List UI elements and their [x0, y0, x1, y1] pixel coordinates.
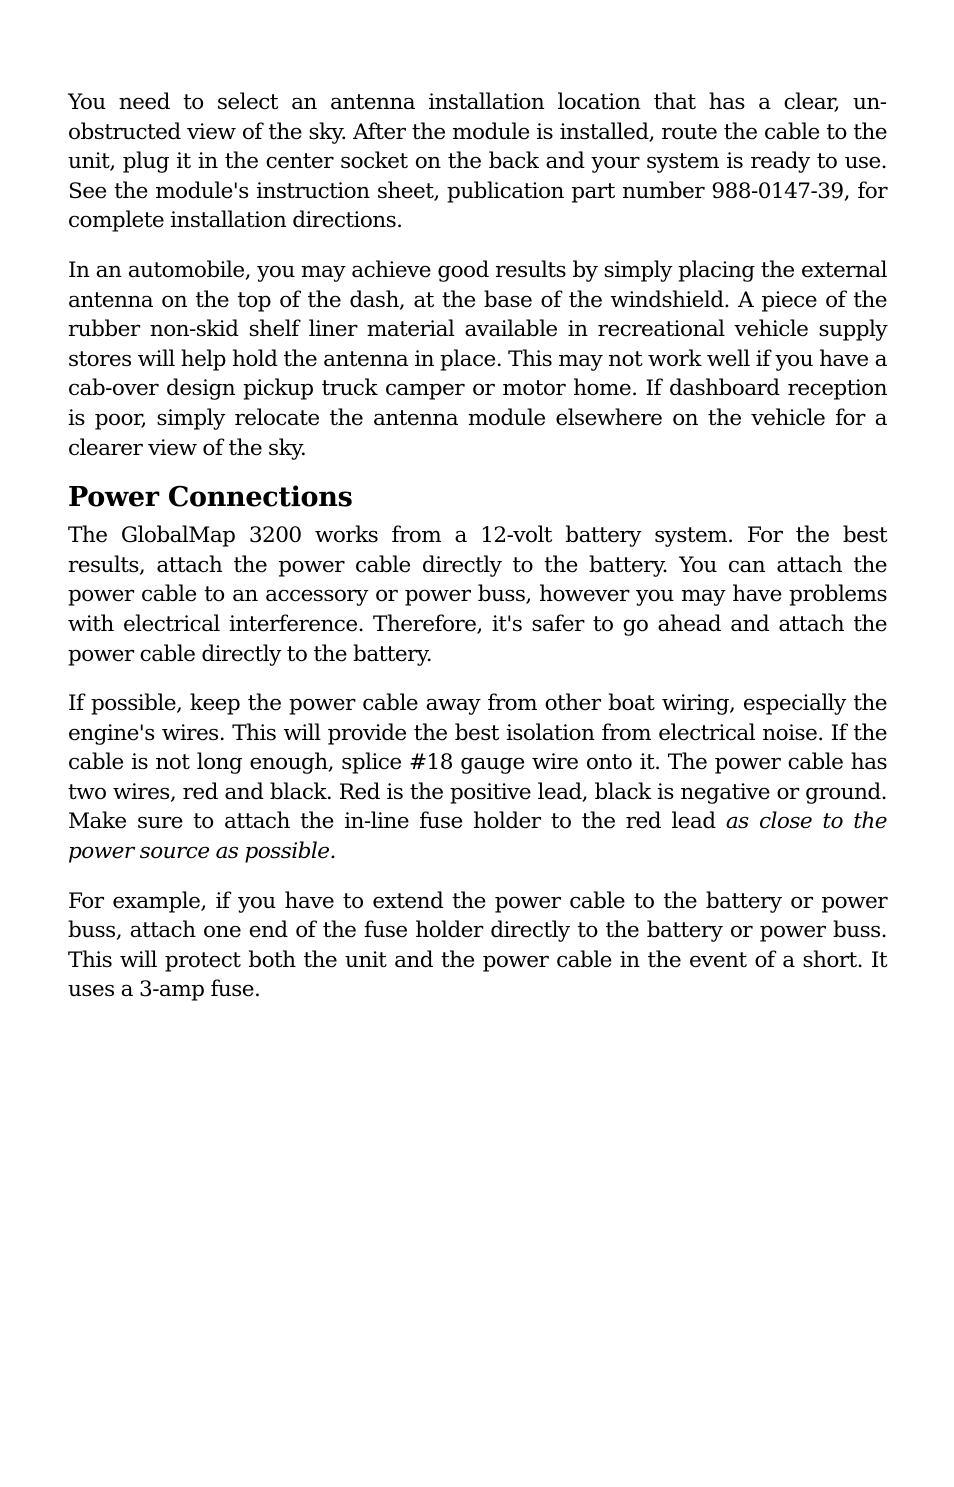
automobile-antenna-paragraph: In an automobile, you may achieve good results by simply placing the external antenna on the top of the dash, at the base of the windshield. A piece of the rubber non-skid shelf liner material available in recreational vehicle supply stores will help hold the antenna in place. This may not work well if you have a cab-over design pickup truck camper or motor home. If dashboard reception is poor, simply relocate the antenna module elsewhere on the vehicle for a clearer view of the sky. — [68, 257, 887, 461]
power-paragraph-battery: The GlobalMap 3200 works from a 12-volt battery system. For the best results, attach the power cable directly to the battery. You can attach the power cable to an accessory or power buss, however you may have problems with electrical interference. Therefore, it's safer to go ahead and attach the power cable directly to the battery. — [68, 523, 887, 667]
power-paragraph-fuse: For example, if you have to extend the power cable to the battery or power buss, attach one end of the fuse holder directly to the battery or power buss. This will protect both the unit and the power cable in the event of a short. It uses a 3-amp fuse. — [68, 888, 887, 1003]
document-page — [68, 88, 887, 1025]
wiring-text: If possible, keep the power cable away from other boat wiring, especially the engine's wires. This will provide the best isolation from electrical noise. If the cable is not long enough, splice #18 gauge wire onto it. The power cable has two wires, red and black. Red is the positive lead, black is negative or ground. Make sure to attach the in-line fuse holder to the red lead — [68, 691, 887, 835]
power-paragraph-wiring — [68, 689, 887, 867]
wiring-emphasis: as close to the power source as possible. — [68, 809, 887, 865]
antenna-location-paragraph: You need to select an antenna installation location that has a clear, unobstructed view of the sky. After the module is installed, route the cable to the unit, plug it in the center socket on the back and your system is ready to use. See the module's instruction sheet, publication part number 988-0147-39, for complete installation directions. — [68, 90, 887, 234]
section-heading: Power Connections — [68, 482, 353, 514]
